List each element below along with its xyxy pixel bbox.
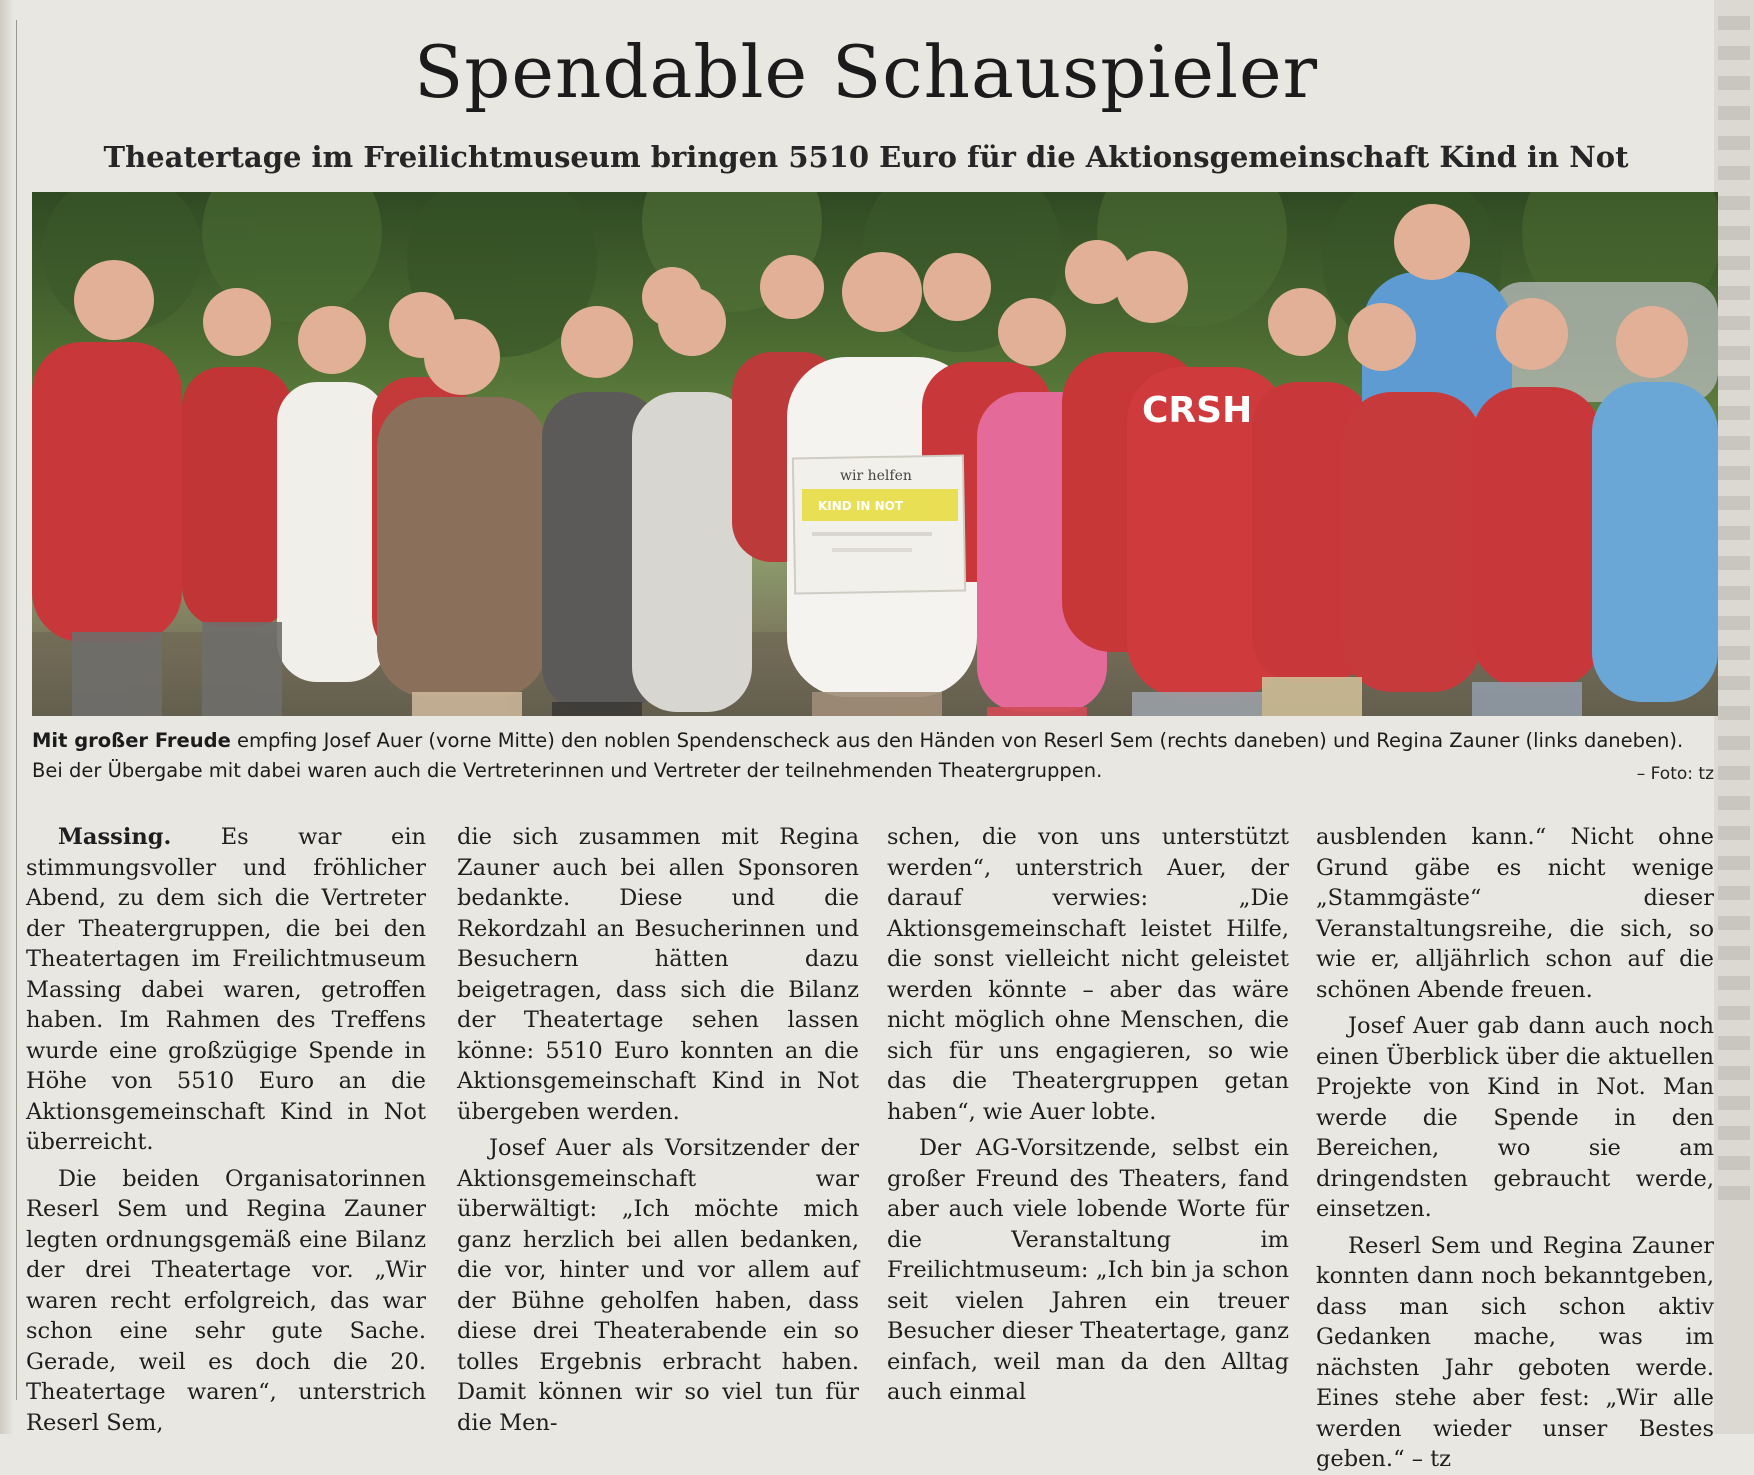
caption-text: empfing Josef Auer (vorne Mitte) den noblen Spendenscheck aus den Händen von Reserl Sem (rechts daneben) und Regina Zauner (links daneben). Bei der Übergabe mit dabei waren auch die Vertreterinnen und Vertreter der teilnehmenden Theatergruppen. bbox=[32, 729, 1684, 782]
article-column-4 bbox=[1316, 822, 1714, 1475]
group-photo-illustration bbox=[32, 192, 1718, 716]
dateline: Massing. bbox=[58, 824, 172, 850]
paragraph: ausblenden kann.“ Nicht ohne Grund gäbe es nicht wenige „Stammgäste“ dieser Veranstaltungsreihe, die sich, so wie er, alljährlich schon auf die schönen Abende freuen. bbox=[1316, 824, 1714, 1003]
photo-credit: – Foto: tz bbox=[1636, 764, 1714, 784]
paragraph bbox=[26, 822, 426, 1158]
article-subheadline: Theatertage im Freilichtmuseum bringen 5510 Euro für die Aktionsgemeinschaft Kind in Not bbox=[103, 140, 1629, 174]
article-column-3 bbox=[887, 822, 1289, 1408]
adjacent-article-strip bbox=[1714, 0, 1754, 1434]
paragraph: die sich zusammen mit Regina Zauner auch bei allen Sponsoren bedankte. Diese und die Rekordzahl an Besucherinnen und Besuchern hätten dazu beigetragen, dass sich die Bilanz der Theatertage sehen lassen könne: 5510 Euro konnten an die Aktionsgemeinschaft Kind in Not übergeben werden. bbox=[457, 824, 859, 1125]
shirt-lettering: CRSH bbox=[1142, 390, 1253, 431]
article-headline: Spendable Schauspieler bbox=[413, 30, 1319, 114]
group-photo bbox=[32, 192, 1718, 716]
donation-sign bbox=[793, 456, 965, 594]
photo-caption bbox=[32, 726, 1718, 786]
paragraph: Josef Auer gab dann auch noch einen Überblick über die aktuellen Projekte von Kind in Not. Man werde die Spende in den Bereichen, wo sie am dringendsten gebraucht werde, einsetzen. bbox=[1316, 1013, 1714, 1222]
article-column-2 bbox=[457, 822, 859, 1438]
article-column-1 bbox=[26, 822, 426, 1438]
column-rule bbox=[16, 20, 17, 1400]
paragraph-text: Es war ein stimmungsvoller und fröhlicher Abend, zu dem sich die Vertreter der Theatergruppen, die bei den Theatertagen im Freilichtmuseum Massing dabei waren, getroffen haben. Im Rahmen des Treffens wurde eine großzügige Spende in Höhe von 5510 Euro an die Aktionsgemeinschaft Kind in Not überreicht. bbox=[26, 824, 426, 1155]
kind-in-not-logo-text: KIND IN NOT bbox=[818, 499, 904, 513]
paragraph: Reserl Sem und Regina Zauner konnten dann noch bekanntgeben, dass man sich schon aktiv Gedanken mache, was im nächsten Jahr geboten werde. Eines stehe aber fest: „Wir alle werden wieder unser Bestes geben.“ – tz bbox=[1316, 1232, 1714, 1472]
page-edge bbox=[0, 0, 14, 1434]
paragraph: schen, die von uns unterstützt werden“, unterstrich Auer, der darauf verwies: „Die Aktionsgemeinschaft leistet Hilfe, die sonst vielleicht nicht geleistet werden könnte – aber das wäre nicht möglich ohne Menschen, die sich für uns engagieren, so wie das die Theatergruppen getan haben“, wie Auer lobte. bbox=[887, 824, 1289, 1125]
sign-text: wir helfen bbox=[840, 468, 912, 484]
paragraph: Die beiden Organisatorinnen Reserl Sem und Regina Zauner legten ordnungsgemäß eine Bilanz der drei Theatertage vor. „Wir waren recht erfolgreich, das war schon eine sehr gute Sache. Gerade, weil es doch die 20. Theatertage waren“, unterstrich Reserl Sem, bbox=[26, 1165, 426, 1436]
paragraph: Der AG-Vorsitzende, selbst ein großer Freund des Theaters, fand aber auch viele lobende Worte für die Veranstaltung im Freilichtmuseum: „Ich bin ja schon seit vielen Jahren ein treuer Besucher dieser Theatertage, ganz einfach, weil man da den Alltag auch einmal bbox=[887, 1135, 1289, 1405]
paragraph: Josef Auer als Vorsitzender der Aktionsgemeinschaft war überwältigt: „Ich möchte mich ganz herzlich bei allen bedanken, die vor, hinter und vor allem auf der Bühne geholfen haben, dass diese drei Theaterabende ein so tolles Ergebnis erbracht haben. Damit können wir so viel tun für die Men- bbox=[457, 1135, 859, 1436]
caption-lead: Mit großer Freude bbox=[32, 729, 231, 752]
